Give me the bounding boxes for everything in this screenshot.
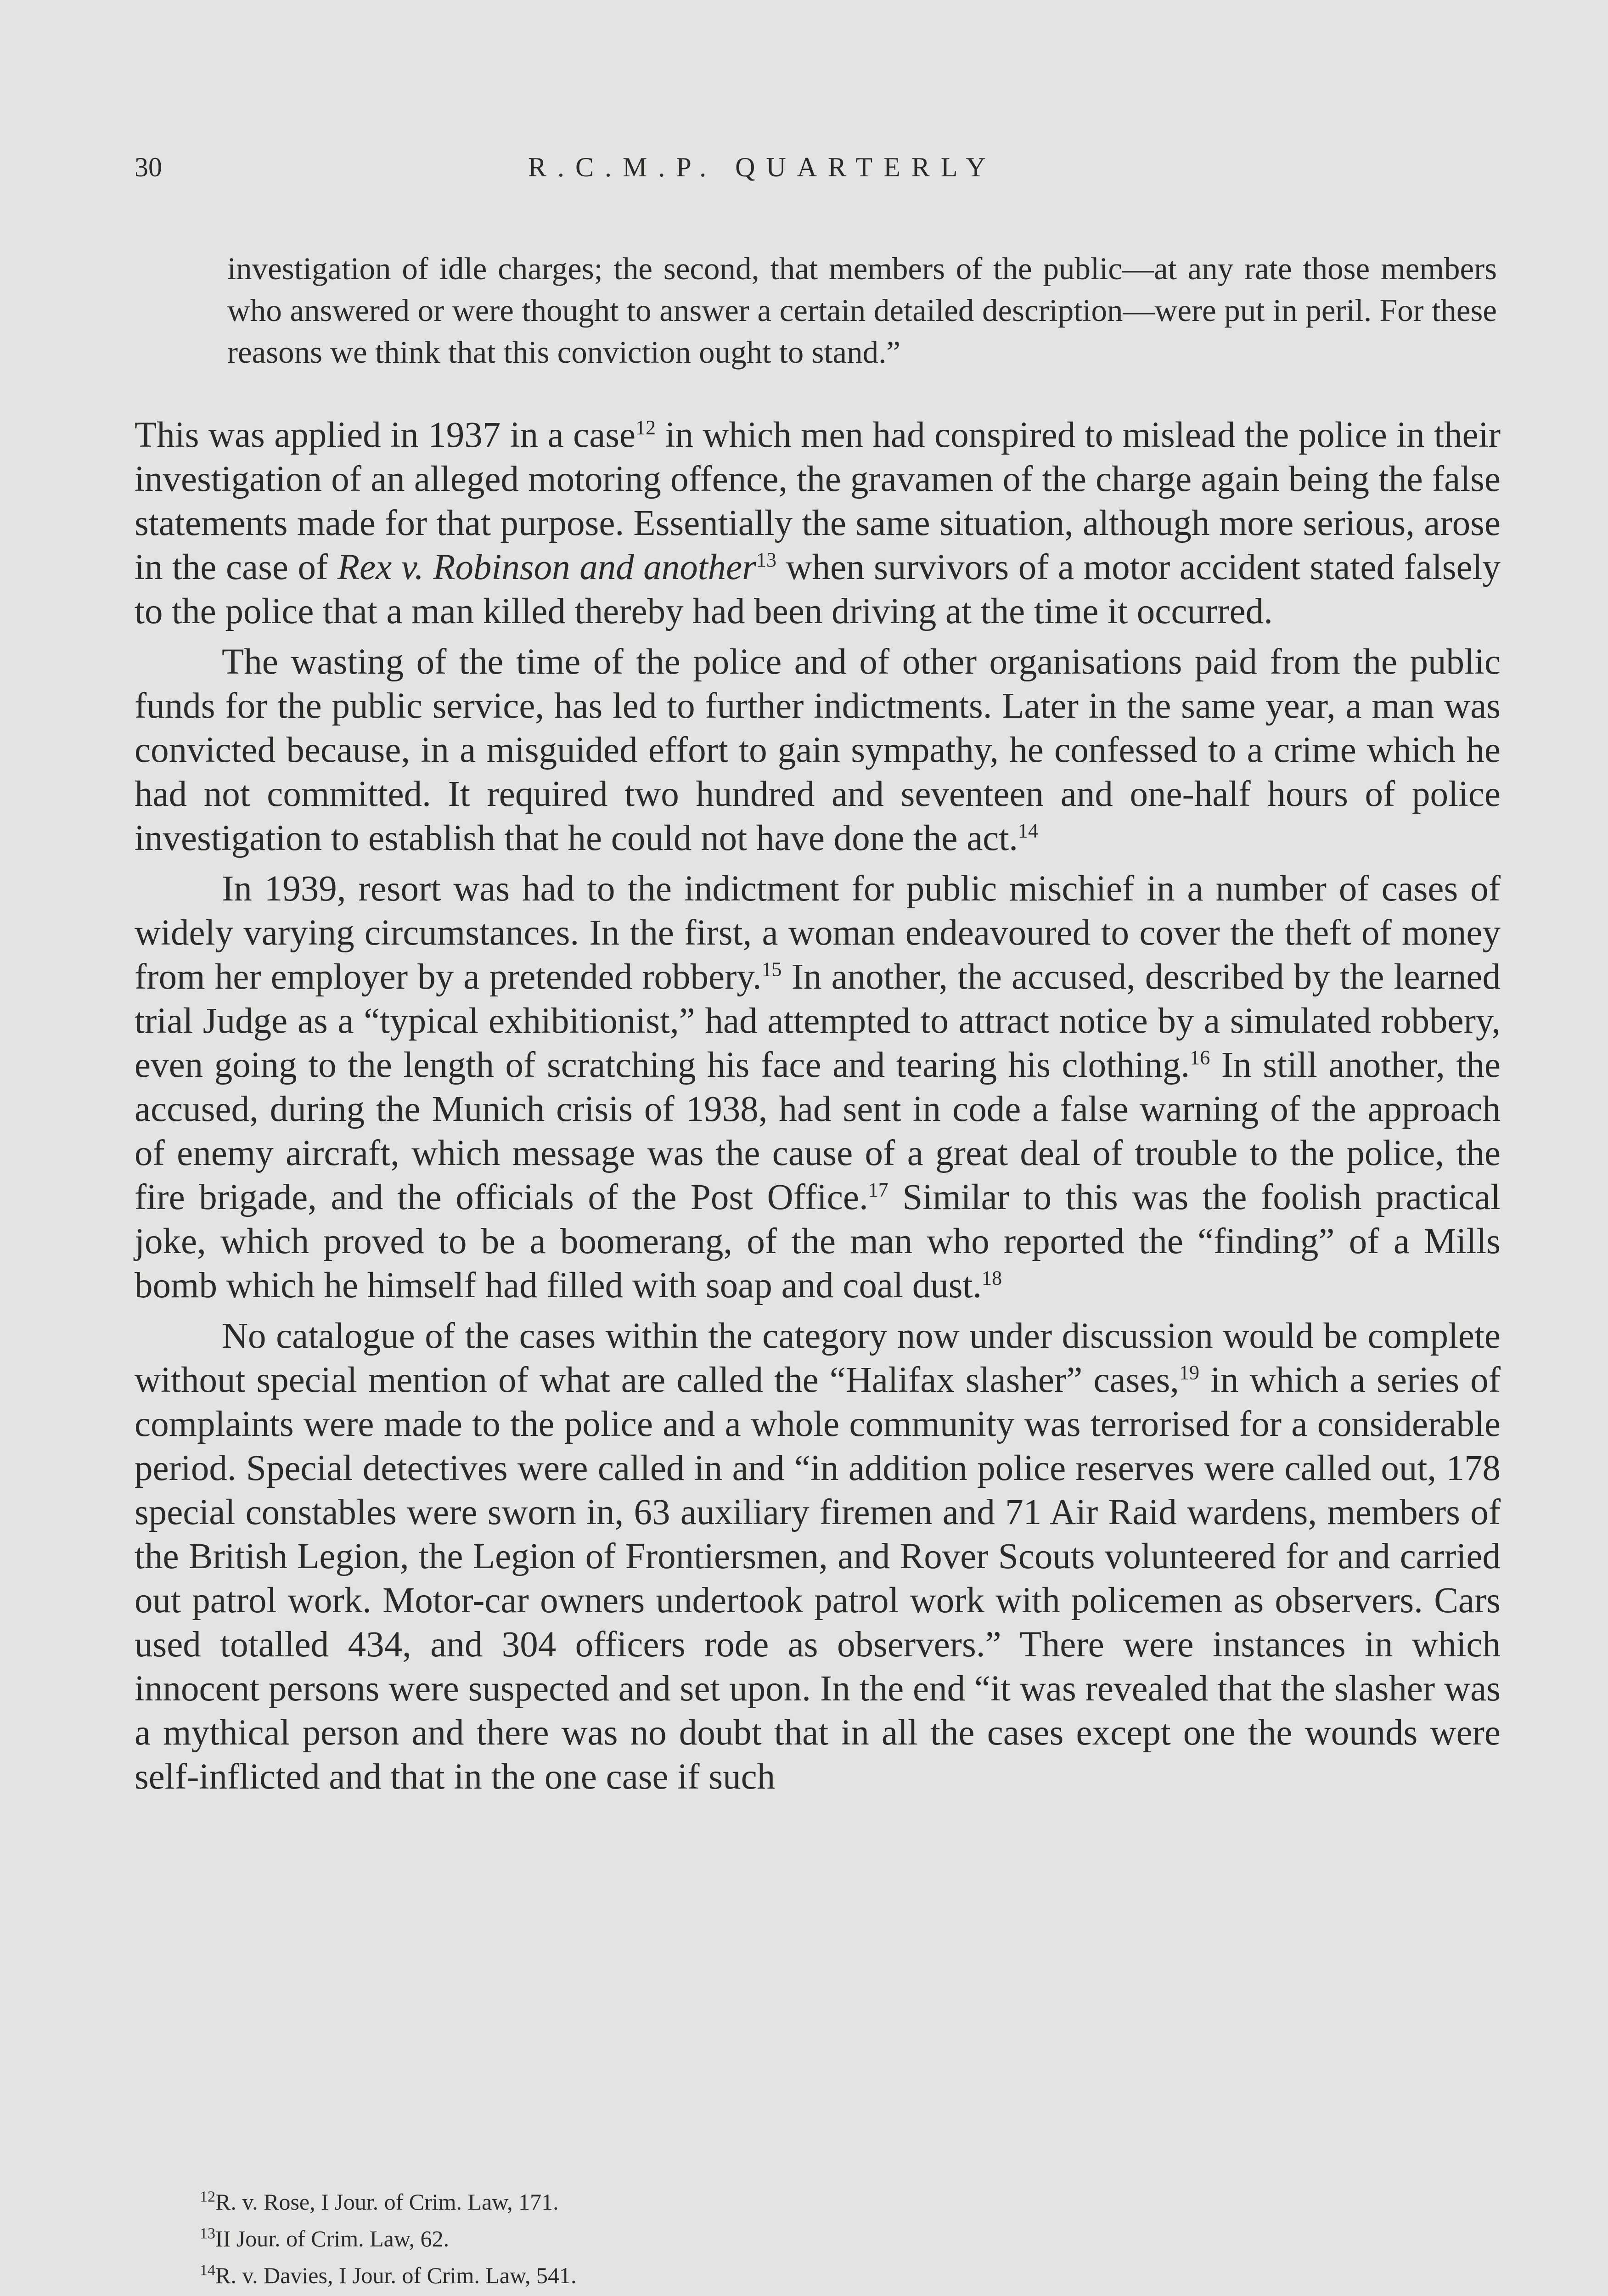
footnote-number: 14	[200, 2262, 215, 2279]
footnotes	[200, 2183, 616, 2296]
text-run: in which a series of complaints were made to the police and a whole community was terrorised for a considerable period. Special detectives were called in and “in addition police reserves were called out, 178 special constables were sworn in, 63 auxiliary firemen and 71 Air Raid wardens, members of the British Legion, the Legion of Frontiersmen, and Rover Scouts volunteered for and carried out patrol work. Motor-car owners undertook patrol work with policemen as observers. Cars used totalled 434, and 304 officers rode as observers.” There were instances in which innocent persons were suspected and set upon. In the end “it was revealed that the slasher was a mythical person and there was no doubt that in all the cases except one the wounds were self-inflicted and that in the one case if such	[135, 1360, 1501, 1797]
footnote	[200, 2294, 616, 2296]
footnote-ref-19: 19	[1179, 1361, 1199, 1384]
footnote-ref-12: 12	[635, 416, 656, 439]
text-run: In still another, the accused, during the Munich crisis of 1938, had sent in code a false warning of the approach of enemy aircraft, which message was the cause of a great deal of trouble to the police, the fire brigade, and the officials of the Post Office.	[135, 1045, 1501, 1217]
text-run: The wasting of the time of the police and of other organisations paid from the public funds for the public service, has led to further indictments. Later in the same year, a man was convicted because, in a misguided effort to gain sympathy, he confessed to a crime which he had not committed. It required two hundred and seventeen and one-half hours of police investigation to establish that he could not have done the act.	[135, 642, 1501, 858]
page-number: 30	[135, 152, 162, 182]
text-run: This was applied in 1937 in a case	[135, 415, 636, 455]
footnote-ref-17: 17	[868, 1178, 888, 1201]
paragraph-3	[135, 867, 1501, 1308]
paragraph-1	[135, 413, 1501, 634]
text-run: Similar to this was the foolish practical joke, which proved to be a boomerang, of the man who reported the “finding” of a Mills bomb which he himself had filled with soap and coal dust.	[135, 1177, 1501, 1306]
paragraph-4	[135, 1314, 1501, 1799]
text-run: In 1939, resort was had to the indictment for public mischief in a number of cases of widely varying circumstances. In the first, a woman endeavoured to cover the theft of money from her employer by a pretended robbery.	[135, 869, 1501, 997]
text-run: In another, the accused, described by the learned trial Judge as a “typical exhibitionist,” had attempted to attract notice by a simulated robbery, even going to the length of scratching his face and tearing his clothing.	[135, 957, 1501, 1085]
body-text	[135, 413, 1501, 1799]
block-quote: investigation of idle charges; the second, that members of the public—at any rate those members who answered or were thought to answer a certain detailed description—were put in peril. For these reasons we think that this conviction ought to stand.”	[227, 251, 1497, 370]
footnote-text: II Jour. of Crim. Law, 62.	[215, 2226, 450, 2251]
running-title: R.C.M.P. QUARTERLY	[528, 152, 997, 182]
footnote	[200, 2220, 616, 2257]
footnote-number: 12	[200, 2188, 215, 2206]
footnote	[200, 2257, 616, 2294]
footnote-ref-15: 15	[761, 958, 782, 981]
text-run: No catalogue of the cases within the category now under discussion would be complete without special mention of what are called the “Halifax slasher” cases,	[135, 1316, 1501, 1400]
footnote-text: R. v. Rose, I Jour. of Crim. Law, 171.	[215, 2189, 559, 2215]
footnote	[200, 2183, 616, 2220]
footnote-text: R. v. Davies, I Jour. of Crim. Law, 541.	[215, 2262, 577, 2288]
paragraph-2	[135, 640, 1501, 861]
footnote-ref-18: 18	[982, 1266, 1002, 1289]
text-run: in which men had conspired to mislead the police in their investigation of an alleged motoring offence, the gravamen of the charge again being the false statements made for that purpose. Essentially the same situation, although more serious, arose in the case of	[135, 415, 1501, 587]
text-run: when survivors of a motor accident stated falsely to the police that a man killed thereby had been driving at the time it occurred.	[135, 547, 1501, 631]
footnote-ref-13: 13	[756, 548, 776, 571]
case-name: Rex v. Robinson and another	[337, 547, 756, 587]
footnote-ref-16: 16	[1190, 1046, 1210, 1069]
footnote-ref-14: 14	[1018, 819, 1039, 842]
footnote-number: 13	[200, 2225, 215, 2242]
